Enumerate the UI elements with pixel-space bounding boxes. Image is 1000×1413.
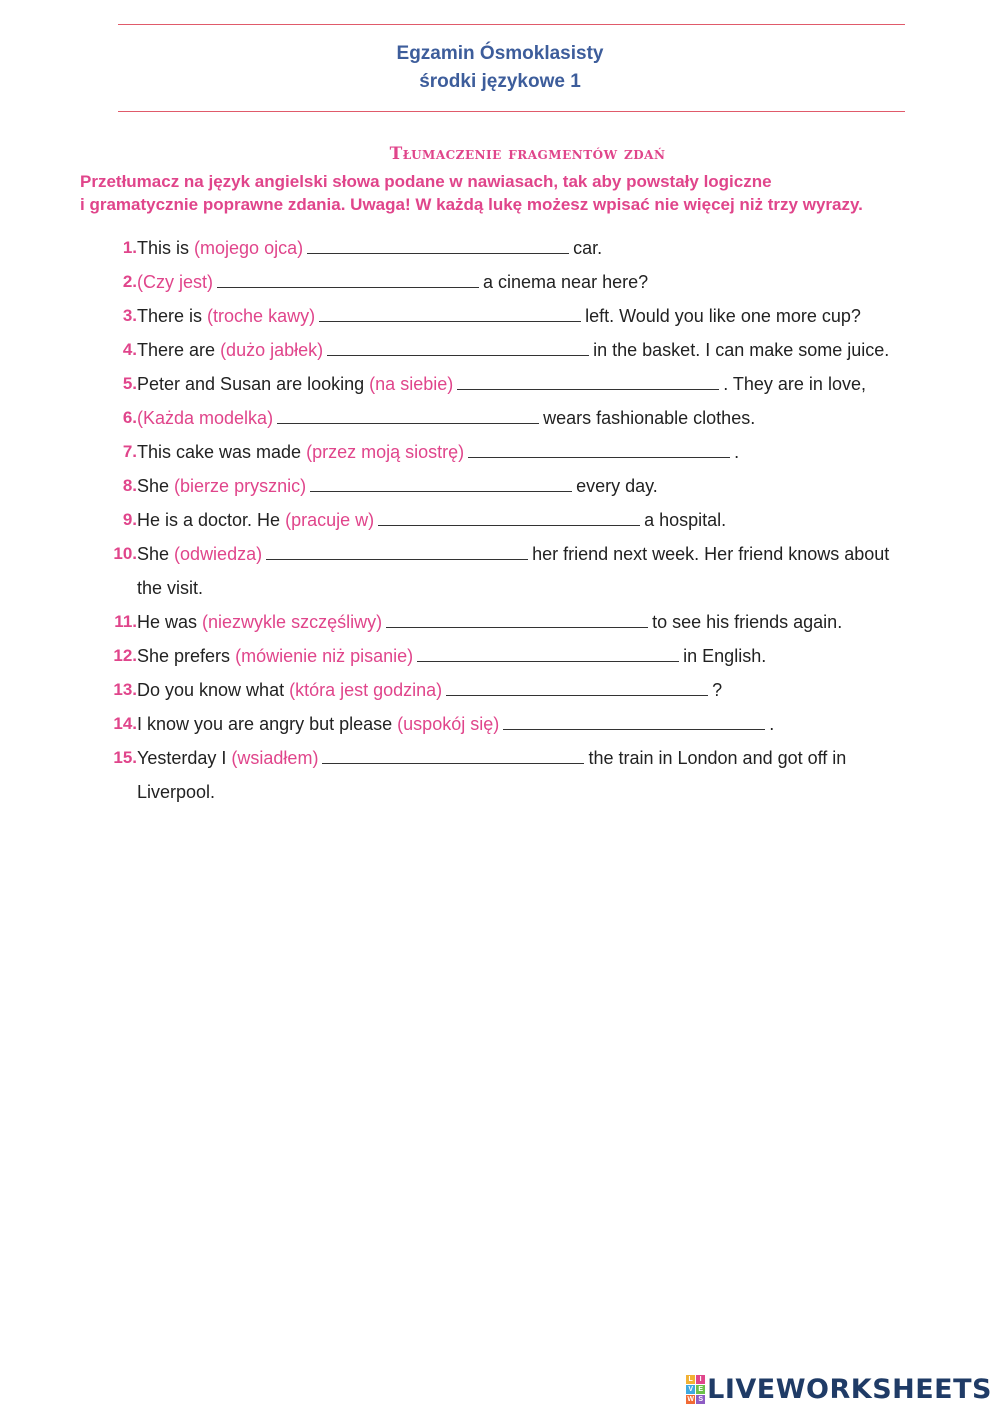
exercise-item (102, 537, 972, 571)
item-sentence (137, 673, 972, 707)
top-divider (118, 24, 905, 25)
sentence-end: left. Would you like one more cup? (585, 306, 861, 326)
item-number: 1. (122, 238, 137, 257)
instructions-line-2: i gramatycznie poprawne zdania. Uwaga! W każdą lukę możesz wpisać nie więcej niż trzy wyrazy. (80, 195, 863, 214)
item-number: 3. (122, 306, 137, 325)
item-number: 8. (122, 476, 137, 495)
sentence-end: in the basket. I can make some juice. (593, 340, 890, 360)
item-number: 2. (122, 272, 137, 291)
sentence-start: This is (137, 238, 190, 258)
sentence-end: every day. (576, 476, 658, 496)
polish-hint: (troche kawy) (207, 306, 316, 326)
sentence-start: She (137, 476, 170, 496)
answer-blank[interactable] (217, 269, 479, 288)
sentence-continuation: Liverpool. (137, 782, 216, 802)
sentence-end: a hospital. (644, 510, 727, 530)
bottom-divider (118, 111, 905, 112)
item-number: 14. (113, 714, 137, 733)
exercise-item (102, 639, 972, 673)
sentence-start: I know you are angry but please (137, 714, 393, 734)
polish-hint: (Czy jest) (137, 272, 213, 292)
sentence-end: . They are in love, (723, 374, 866, 394)
polish-hint: (Każda modelka) (137, 408, 274, 428)
polish-hint: (wsiadłem) (231, 748, 319, 768)
logo-tile: S (696, 1395, 705, 1404)
answer-blank[interactable] (417, 643, 679, 662)
polish-hint: (mówienie niż pisanie) (235, 646, 414, 666)
polish-hint: (dużo jabłek) (220, 340, 324, 360)
exercise-item (102, 503, 972, 537)
logo-tile: W (687, 1396, 694, 1403)
page-subtitle: środki językowe 1 (419, 71, 581, 92)
logo-text: LIVEWORKSHEETS (707, 1374, 992, 1405)
answer-blank[interactable] (319, 303, 581, 322)
sentence-start: There is (137, 306, 203, 326)
polish-hint: (na siebie) (369, 374, 454, 394)
section-title: Tłumaczenie fragmentów zdań (389, 144, 666, 164)
sentence-start: He is a doctor. He (137, 510, 281, 530)
sentence-end: a cinema near here? (483, 272, 649, 292)
sentence-start: Yesterday I (137, 748, 227, 768)
exercise-item (102, 741, 972, 775)
sentence-end: . (734, 442, 740, 462)
item-number: 12. (113, 646, 137, 665)
exercise-item (102, 673, 972, 707)
answer-blank[interactable] (378, 507, 640, 526)
answer-blank[interactable] (468, 439, 730, 458)
item-sentence (137, 537, 972, 571)
answer-blank[interactable] (307, 235, 569, 254)
item-number: 11. (114, 612, 137, 631)
exercise-item-continuation (102, 571, 972, 605)
answer-blank[interactable] (457, 371, 719, 390)
logo-mark-icon (686, 1375, 705, 1404)
item-sentence (137, 469, 972, 503)
item-number: 6. (122, 408, 137, 427)
sentence-start: She (137, 544, 170, 564)
item-sentence (137, 367, 972, 401)
exercise-item (102, 435, 972, 469)
answer-blank[interactable] (327, 337, 589, 356)
sentence-end: to see his friends again. (652, 612, 843, 632)
polish-hint: (odwiedza) (174, 544, 263, 564)
instructions-line-1: Przetłumacz na język angielski słowa podane w nawiasach, tak aby powstały logiczne (80, 172, 772, 191)
exercise-item (102, 367, 972, 401)
sentence-end: her friend next week. Her friend knows about (532, 544, 890, 564)
exercise-list (102, 231, 972, 809)
answer-blank[interactable] (266, 541, 528, 560)
exercise-item (102, 231, 972, 265)
item-number: 4. (122, 340, 137, 359)
item-number: 7. (122, 442, 137, 461)
exercise-item (102, 469, 972, 503)
logo-tile: E (696, 1385, 705, 1394)
exercise-item (102, 401, 972, 435)
answer-blank[interactable] (277, 405, 539, 424)
sentence-start: This cake was made (137, 442, 302, 462)
polish-hint: (przez moją siostrę) (306, 442, 465, 462)
item-number: 10. (113, 544, 137, 563)
exercise-item (102, 605, 972, 639)
logo-tile: I (696, 1375, 705, 1384)
polish-hint: (bierze prysznic) (174, 476, 307, 496)
polish-hint: (niezwykle szczęśliwy) (202, 612, 383, 632)
exercise-item (102, 299, 972, 333)
sentence-end: ? (712, 680, 723, 700)
sentence-end: in English. (683, 646, 767, 666)
sentence-continuation: the visit. (137, 578, 204, 598)
item-sentence (137, 639, 972, 673)
page-title: Egzamin Ósmoklasisty (396, 43, 604, 64)
item-sentence (137, 605, 972, 639)
polish-hint: (uspokój się) (397, 714, 500, 734)
sentence-end: . (769, 714, 775, 734)
sentence-start: He was (137, 612, 198, 632)
exercise-item (102, 707, 972, 741)
item-sentence (137, 401, 972, 435)
item-sentence (137, 741, 972, 775)
item-sentence (137, 265, 972, 299)
sentence-start: She prefers (137, 646, 231, 666)
sentence-start: There are (137, 340, 216, 360)
sentence-start: Do you know what (137, 680, 285, 700)
answer-blank[interactable] (310, 473, 572, 492)
exercise-item (102, 265, 972, 299)
polish-hint: (mojego ojca) (194, 238, 304, 258)
exercise-item-continuation (102, 775, 972, 809)
answer-blank[interactable] (503, 711, 765, 730)
item-sentence (137, 707, 972, 741)
item-number: 9. (122, 510, 137, 529)
item-number: 15. (113, 748, 137, 767)
answer-blank[interactable] (322, 745, 584, 764)
exercise-item (102, 333, 972, 367)
item-number-spacer (102, 775, 137, 809)
item-sentence (137, 333, 972, 367)
answer-blank[interactable] (386, 609, 648, 628)
answer-blank[interactable] (446, 677, 708, 696)
logo-tile: V (686, 1385, 695, 1394)
item-sentence (137, 503, 972, 537)
sentence-end: the train in London and got off in (588, 748, 847, 768)
polish-hint: (która jest godzina) (289, 680, 443, 700)
item-number-spacer (102, 571, 137, 605)
sentence-end: wears fashionable clothes. (543, 408, 756, 428)
liveworksheets-logo (686, 1374, 992, 1405)
logo-tile: L (686, 1375, 695, 1384)
item-number: 5. (122, 374, 137, 393)
item-sentence (137, 231, 972, 265)
sentence-end: car. (573, 238, 603, 258)
item-sentence (137, 435, 972, 469)
sentence-start: Peter and Susan are looking (137, 374, 365, 394)
polish-hint: (pracuje w) (285, 510, 375, 530)
item-sentence (137, 299, 972, 333)
item-number: 13. (113, 680, 137, 699)
